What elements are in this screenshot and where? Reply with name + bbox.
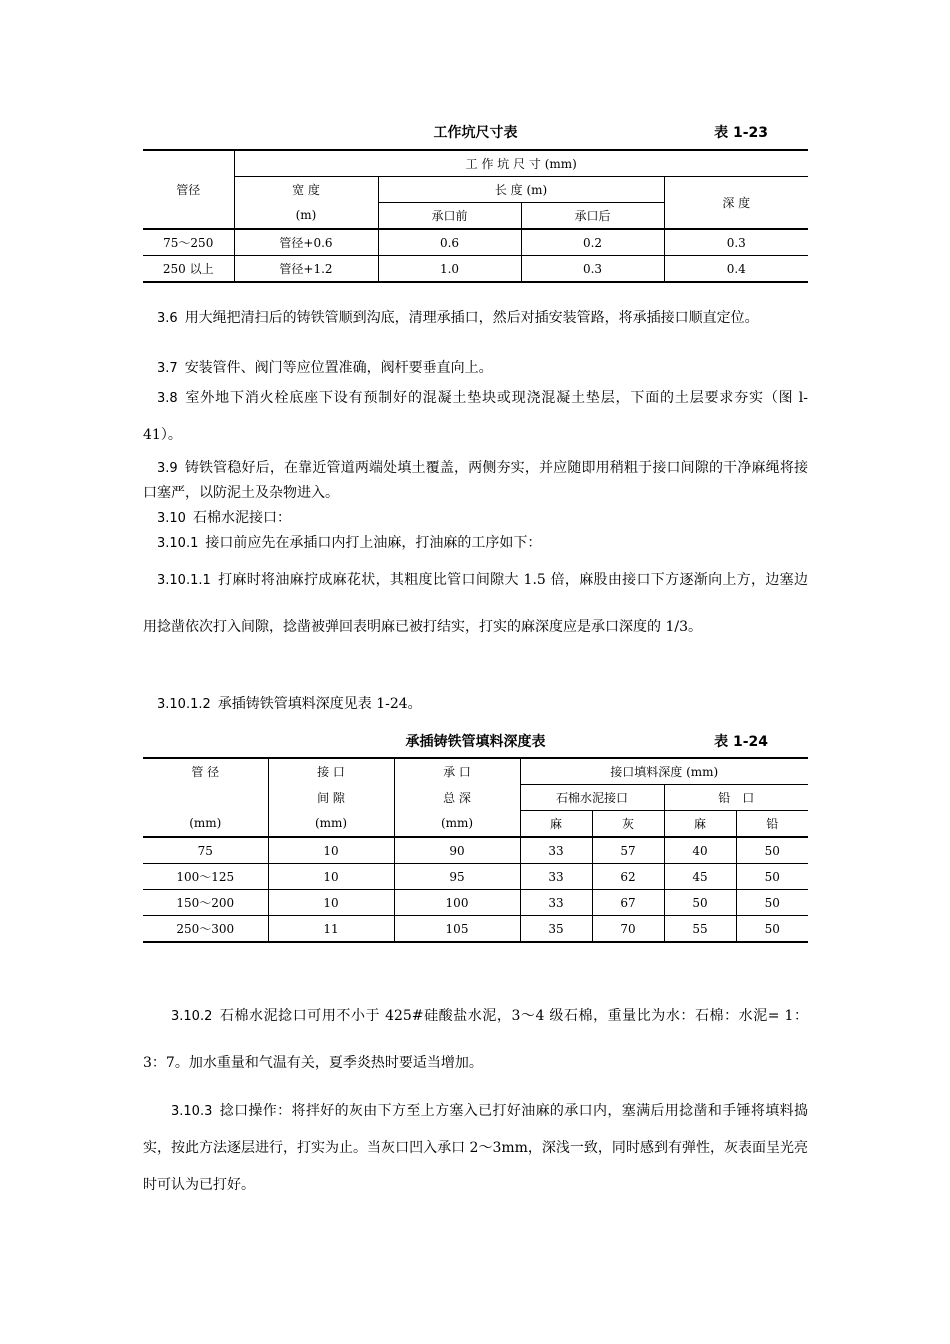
- table-cell: 0.2: [521, 229, 664, 256]
- clause-number: 3.10.3: [171, 1104, 213, 1119]
- table2-header-hemp: 麻: [520, 811, 592, 838]
- clause-number: 3.10: [157, 511, 186, 526]
- table1-header-pipe: 管径: [143, 150, 234, 229]
- table2-header-row-3: [143, 811, 808, 838]
- paragraph-text: 石棉水泥捻口可用不小于 425#硅酸盐水泥，3～4 级石棉，重量比为水：石棉：水泥= 1：3：7。加水重量和气温有关，夏季炎热时要适当增加。: [143, 1008, 808, 1071]
- table2-number: 表 1-24: [714, 734, 768, 750]
- table-cell: 50: [736, 864, 808, 890]
- table-cell: 95: [394, 864, 520, 890]
- table-cell: 10: [268, 890, 394, 916]
- table2-header-ash: 灰: [592, 811, 664, 838]
- paragraph-text: 用大绳把清扫后的铸铁管顺到沟底，清理承插口，然后对插安装管路，将承插接口顺直定位。: [184, 310, 759, 326]
- table-row: [143, 229, 808, 256]
- table2-header-socket-unit: (mm): [394, 811, 520, 838]
- table2-header-gap-2: 间 隙: [268, 785, 394, 811]
- table1-header-back: 承口后: [521, 203, 664, 230]
- table-row: [143, 837, 808, 864]
- paragraph-3-10-1-1: [143, 557, 808, 650]
- table-cell: 50: [736, 890, 808, 916]
- paragraph-text: 接口前应先在承插口内打上油麻，打油麻的工序如下：: [205, 535, 542, 551]
- table-cell: 250～300: [143, 916, 268, 943]
- paragraph-text: 承插铸铁管填料深度见表 1-24。: [217, 696, 422, 712]
- table-cell: 70: [592, 916, 664, 943]
- table1-header-length: 长 度 (m): [378, 177, 664, 203]
- clause-number: 3.10.1.2: [157, 697, 211, 712]
- table2-title: 承插铸铁管填料深度表: [405, 734, 546, 750]
- table2-header-gap-unit: (mm): [268, 811, 394, 838]
- table-cell: 105: [394, 916, 520, 943]
- paragraph-3-10: [143, 506, 808, 531]
- table-cell: 67: [592, 890, 664, 916]
- table-cell: 75: [143, 837, 268, 864]
- paragraph-3-10-2: [143, 993, 808, 1086]
- table-cell: 55: [664, 916, 736, 943]
- table2-header-hemp-2: 麻: [664, 811, 736, 838]
- table2-header-gap-1: 接 口: [268, 758, 394, 785]
- table-row: [143, 890, 808, 916]
- paragraph-text: 打麻时将油麻拧成麻花状，其粗度比管口间隙大 1.5 倍，麻股由接口下方逐渐向上方，边塞边用捻凿依次打入间隙，捻凿被弹回表明麻已被打结实，打实的麻深度应是承口深度的 1/3。: [143, 572, 808, 635]
- table1-header-width: 宽 度: [234, 177, 378, 203]
- paragraph-3-10-3: [143, 1093, 808, 1204]
- paragraph-3-6: [143, 306, 808, 331]
- table-cell: 100～125: [143, 864, 268, 890]
- table1-caption: [143, 121, 808, 145]
- table-cell: 62: [592, 864, 664, 890]
- paragraph-text: 铸铁管稳好后，在靠近管道两端处填土覆盖，两侧夯实，并应随即用稍粗于接口间隙的干净麻绳将接口塞严，以防泥土及杂物进入。: [143, 460, 808, 501]
- table-cell: 50: [736, 916, 808, 943]
- table2-header-socket-1: 承 口: [394, 758, 520, 785]
- paragraph-3-10-1: [143, 531, 808, 556]
- table1-pit-dimensions: [143, 149, 808, 283]
- table2-header-lead: 铅: [736, 811, 808, 838]
- clause-number: 3.10.1: [157, 536, 199, 551]
- clause-number: 3.10.2: [171, 1009, 213, 1024]
- table-cell: 100: [394, 890, 520, 916]
- table-cell: 33: [520, 890, 592, 916]
- table-cell: 250 以上: [143, 256, 234, 283]
- table2-header-lead-joint: 铅 口: [664, 785, 808, 811]
- clause-number: 3.9: [157, 461, 178, 476]
- paragraph-text: 捻口操作：将拌好的灰由下方至上方塞入已打好油麻的承口内，塞满后用捻凿和手锤将填料捣实，按此方法逐层进行，打实为止。当灰口凹入承口 2～3mm，深浅一致，同时感到有弹性，灰表面呈光亮时可认为已打好。: [143, 1103, 808, 1193]
- clause-number: 3.8: [157, 391, 178, 406]
- paragraph-3-7: [143, 356, 808, 381]
- table2-header-pipe-unit: (mm): [143, 811, 268, 838]
- paragraph-text: 室外地下消火栓底座下设有预制好的混凝土垫块或现浇混凝土垫层，下面的土层要求夯实（图 l-41）。: [143, 390, 808, 443]
- table-cell: 管径+1.2: [234, 256, 378, 283]
- table1-header-pit: 工 作 坑 尺 寸 (mm): [234, 150, 808, 177]
- table-cell: 0.6: [378, 229, 521, 256]
- table-cell: 0.4: [664, 256, 808, 283]
- table2-header-fill: 接口填料深度 (mm): [520, 758, 808, 785]
- table1-header-depth: 深 度: [664, 177, 808, 230]
- paragraph-3-10-1-2: [143, 692, 808, 717]
- table-cell: 10: [268, 837, 394, 864]
- table1-header-width-unit: (m): [234, 203, 378, 230]
- table-cell: 0.3: [664, 229, 808, 256]
- table-cell: 150～200: [143, 890, 268, 916]
- table2-header-row-2: [143, 785, 808, 811]
- table-row: [143, 916, 808, 943]
- table2-header-socket-2: 总 深: [394, 785, 520, 811]
- table2-header-pipe: 管 径: [143, 758, 268, 785]
- table-cell: 33: [520, 864, 592, 890]
- paragraph-text: 石棉水泥接口：: [192, 510, 291, 526]
- table2-caption: [143, 730, 808, 754]
- table1-header-row-2: [143, 177, 808, 203]
- table-cell: 11: [268, 916, 394, 943]
- table2-filler-depth: [143, 757, 808, 943]
- paragraph-3-9: [143, 456, 808, 505]
- table-row: [143, 864, 808, 890]
- table-cell: 75～250: [143, 229, 234, 256]
- table-cell: 35: [520, 916, 592, 943]
- table2-header-asbestos: 石棉水泥接口: [520, 785, 664, 811]
- table-cell: 50: [664, 890, 736, 916]
- table-cell: 45: [664, 864, 736, 890]
- table-cell: 57: [592, 837, 664, 864]
- table1-header-row-1: [143, 150, 808, 177]
- table1-number: 表 1-23: [714, 125, 768, 141]
- clause-number: 3.7: [157, 361, 178, 376]
- table1-title: 工作坑尺寸表: [433, 125, 518, 141]
- table2-header-pipe-blank: [143, 785, 268, 811]
- table-cell: 10: [268, 864, 394, 890]
- table2-header-row-1: [143, 758, 808, 785]
- table-cell: 40: [664, 837, 736, 864]
- paragraph-3-8: [143, 380, 808, 454]
- table1-header-front: 承口前: [378, 203, 521, 230]
- table-cell: 管径+0.6: [234, 229, 378, 256]
- table-cell: 0.3: [521, 256, 664, 283]
- table-row: [143, 256, 808, 283]
- table-cell: 1.0: [378, 256, 521, 283]
- table-cell: 50: [736, 837, 808, 864]
- table-cell: 90: [394, 837, 520, 864]
- clause-number: 3.10.1.1: [157, 573, 211, 588]
- table-cell: 33: [520, 837, 592, 864]
- clause-number: 3.6: [157, 311, 178, 326]
- paragraph-text: 安装管件、阀门等应位置准确，阀杆要垂直向上。: [184, 360, 493, 376]
